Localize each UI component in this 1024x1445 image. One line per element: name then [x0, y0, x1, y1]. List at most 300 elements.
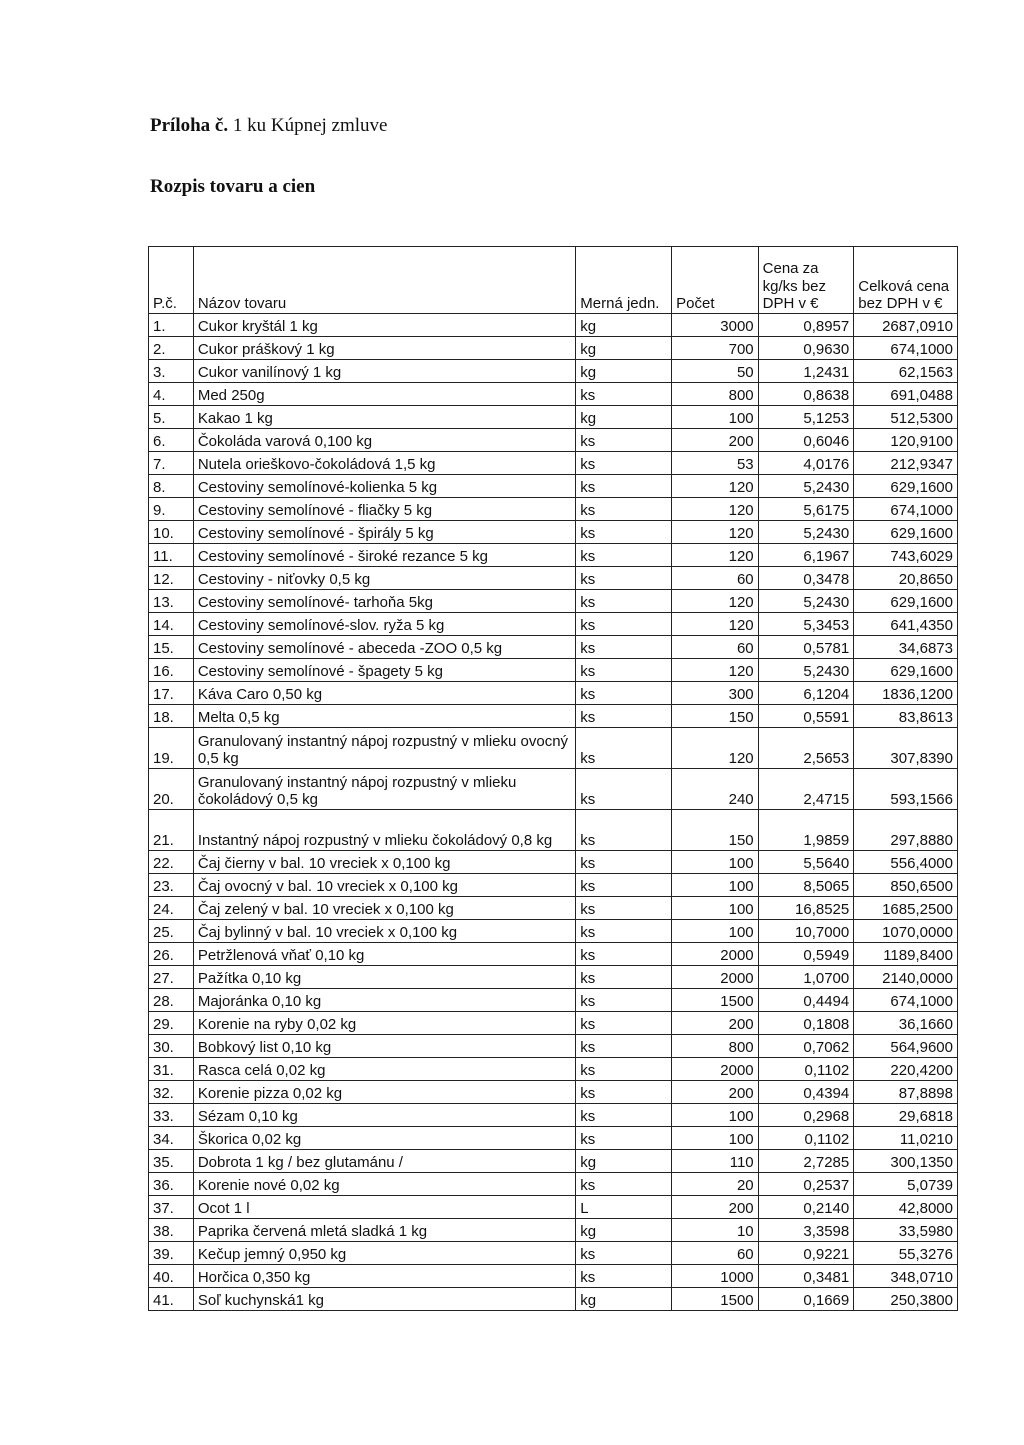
unit-price: 5,2430: [758, 521, 854, 544]
item-name: Nutela orieškovo-čokoládová 1,5 kg: [193, 452, 575, 475]
unit: ks: [576, 810, 672, 851]
row-number: 38.: [149, 1219, 194, 1242]
unit: ks: [576, 544, 672, 567]
unit-price: 5,6175: [758, 498, 854, 521]
row-number: 40.: [149, 1265, 194, 1288]
total-price: 743,6029: [854, 544, 958, 567]
table-row: [149, 810, 958, 851]
table-row: [149, 383, 958, 406]
count: 100: [672, 1104, 759, 1127]
count: 2000: [672, 1058, 759, 1081]
unit: ks: [576, 874, 672, 897]
item-name: Čaj ovocný v bal. 10 vreciek x 0,100 kg: [193, 874, 575, 897]
item-name: Granulovaný instantný nápoj rozpustný v mlieku čokoládový 0,5 kg: [193, 769, 575, 810]
unit: ks: [576, 1127, 672, 1150]
total-price: 674,1000: [854, 337, 958, 360]
unit-price: 6,1967: [758, 544, 854, 567]
row-number: 11.: [149, 544, 194, 567]
item-name: Cestoviny semolínové- tarhoňa 5kg: [193, 590, 575, 613]
row-number: 27.: [149, 966, 194, 989]
count: 120: [672, 728, 759, 769]
unit-price: 0,8957: [758, 314, 854, 337]
table-row: [149, 682, 958, 705]
table-row: [149, 544, 958, 567]
row-number: 7.: [149, 452, 194, 475]
count: 2000: [672, 943, 759, 966]
row-number: 2.: [149, 337, 194, 360]
item-name: Bobkový list 0,10 kg: [193, 1035, 575, 1058]
unit-price: 5,2430: [758, 659, 854, 682]
item-name: Cestoviny semolínové - špirály 5 kg: [193, 521, 575, 544]
unit-price: 8,5065: [758, 874, 854, 897]
row-number: 6.: [149, 429, 194, 452]
unit: ks: [576, 613, 672, 636]
count: 120: [672, 590, 759, 613]
total-price: 62,1563: [854, 360, 958, 383]
table-row: [149, 1288, 958, 1311]
table-row: [149, 475, 958, 498]
item-name: Čokoláda varová 0,100 kg: [193, 429, 575, 452]
unit-price: 16,8525: [758, 897, 854, 920]
count: 10: [672, 1219, 759, 1242]
count: 120: [672, 613, 759, 636]
row-number: 32.: [149, 1081, 194, 1104]
count: 120: [672, 544, 759, 567]
total-price: 212,9347: [854, 452, 958, 475]
total-price: 348,0710: [854, 1265, 958, 1288]
total-price: 33,5980: [854, 1219, 958, 1242]
row-number: 36.: [149, 1173, 194, 1196]
row-number: 39.: [149, 1242, 194, 1265]
total-price: 42,8000: [854, 1196, 958, 1219]
total-price: 629,1600: [854, 475, 958, 498]
table-row: [149, 1173, 958, 1196]
count: 1500: [672, 1288, 759, 1311]
table-row: [149, 728, 958, 769]
row-number: 30.: [149, 1035, 194, 1058]
table-row: [149, 1012, 958, 1035]
count: 100: [672, 897, 759, 920]
unit: kg: [576, 1150, 672, 1173]
table-row: [149, 360, 958, 383]
count: 60: [672, 636, 759, 659]
unit: L: [576, 1196, 672, 1219]
total-price: 250,3800: [854, 1288, 958, 1311]
count: 200: [672, 429, 759, 452]
total-price: 120,9100: [854, 429, 958, 452]
item-name: Cestoviny semolínové - špagety 5 kg: [193, 659, 575, 682]
count: 100: [672, 1127, 759, 1150]
table-row: [149, 498, 958, 521]
table-row: [149, 406, 958, 429]
total-price: 629,1600: [854, 521, 958, 544]
item-name: Majoránka 0,10 kg: [193, 989, 575, 1012]
unit: ks: [576, 429, 672, 452]
total-price: 34,6873: [854, 636, 958, 659]
row-number: 16.: [149, 659, 194, 682]
unit-price: 0,8638: [758, 383, 854, 406]
item-name: Melta 0,5 kg: [193, 705, 575, 728]
unit-price: 1,9859: [758, 810, 854, 851]
row-number: 37.: [149, 1196, 194, 1219]
table-row: [149, 920, 958, 943]
header-unit: Merná jedn.: [576, 247, 672, 314]
unit-price: 0,2968: [758, 1104, 854, 1127]
table-row: [149, 337, 958, 360]
total-price: 1836,1200: [854, 682, 958, 705]
total-price: 83,8613: [854, 705, 958, 728]
item-name: Dobrota 1 kg / bez glutamánu /: [193, 1150, 575, 1173]
unit: ks: [576, 705, 672, 728]
item-name: Paprika červená mletá sladká 1 kg: [193, 1219, 575, 1242]
row-number: 5.: [149, 406, 194, 429]
row-number: 29.: [149, 1012, 194, 1035]
item-name: Cestoviny - niťovky 0,5 kg: [193, 567, 575, 590]
item-name: Granulovaný instantný nápoj rozpustný v mlieku ovocný 0,5 kg: [193, 728, 575, 769]
total-price: 674,1000: [854, 989, 958, 1012]
total-price: 11,0210: [854, 1127, 958, 1150]
title-bold-part: Príloha č.: [150, 115, 229, 136]
table-row: [149, 1265, 958, 1288]
unit-price: 5,2430: [758, 590, 854, 613]
table-row: [149, 1127, 958, 1150]
item-name: Cestoviny semolínové - fliačky 5 kg: [193, 498, 575, 521]
item-name: Horčica 0,350 kg: [193, 1265, 575, 1288]
unit-price: 0,5781: [758, 636, 854, 659]
unit-price: 0,4394: [758, 1081, 854, 1104]
unit: ks: [576, 897, 672, 920]
item-name: Rasca celá 0,02 kg: [193, 1058, 575, 1081]
unit-price: 5,2430: [758, 475, 854, 498]
count: 700: [672, 337, 759, 360]
count: 120: [672, 521, 759, 544]
unit: ks: [576, 383, 672, 406]
count: 200: [672, 1196, 759, 1219]
total-price: 1685,2500: [854, 897, 958, 920]
count: 120: [672, 475, 759, 498]
unit-price: 0,1669: [758, 1288, 854, 1311]
row-number: 28.: [149, 989, 194, 1012]
unit: kg: [576, 314, 672, 337]
unit: ks: [576, 851, 672, 874]
unit: ks: [576, 1104, 672, 1127]
count: 2000: [672, 966, 759, 989]
unit: ks: [576, 521, 672, 544]
total-price: 641,4350: [854, 613, 958, 636]
total-price: 220,4200: [854, 1058, 958, 1081]
unit-price: 0,1808: [758, 1012, 854, 1035]
total-price: 564,9600: [854, 1035, 958, 1058]
table-row: [149, 1219, 958, 1242]
row-number: 41.: [149, 1288, 194, 1311]
header-total-price: Celková cena bez DPH v €: [854, 247, 958, 314]
unit-price: 0,6046: [758, 429, 854, 452]
table-row: [149, 590, 958, 613]
title-rest: 1 ku Kúpnej zmluve: [232, 115, 388, 136]
row-number: 25.: [149, 920, 194, 943]
count: 60: [672, 1242, 759, 1265]
total-price: 297,8880: [854, 810, 958, 851]
table-row: [149, 989, 958, 1012]
total-price: 691,0488: [854, 383, 958, 406]
unit-price: 3,3598: [758, 1219, 854, 1242]
item-name: Čaj čierny v bal. 10 vreciek x 0,100 kg: [193, 851, 575, 874]
unit: ks: [576, 475, 672, 498]
table-row: [149, 1035, 958, 1058]
unit: ks: [576, 1081, 672, 1104]
unit-price: 0,1102: [758, 1058, 854, 1081]
unit: ks: [576, 1242, 672, 1265]
count: 53: [672, 452, 759, 475]
row-number: 10.: [149, 521, 194, 544]
count: 300: [672, 682, 759, 705]
header-count: Počet: [672, 247, 759, 314]
table-row: [149, 943, 958, 966]
total-price: 1070,0000: [854, 920, 958, 943]
unit-price: 5,1253: [758, 406, 854, 429]
unit-price: 1,0700: [758, 966, 854, 989]
unit: ks: [576, 1265, 672, 1288]
item-name: Korenie nové 0,02 kg: [193, 1173, 575, 1196]
table-row: [149, 874, 958, 897]
unit-price: 1,2431: [758, 360, 854, 383]
table-row: [149, 1104, 958, 1127]
unit: ks: [576, 452, 672, 475]
item-name: Instantný nápoj rozpustný v mlieku čokoládový 0,8 kg: [193, 810, 575, 851]
unit: ks: [576, 989, 672, 1012]
item-name: Cukor vanilínový 1 kg: [193, 360, 575, 383]
unit: ks: [576, 590, 672, 613]
total-price: 629,1600: [854, 659, 958, 682]
total-price: 29,6818: [854, 1104, 958, 1127]
row-number: 22.: [149, 851, 194, 874]
unit: kg: [576, 1288, 672, 1311]
row-number: 34.: [149, 1127, 194, 1150]
unit-price: 0,9221: [758, 1242, 854, 1265]
unit: ks: [576, 1173, 672, 1196]
total-price: 556,4000: [854, 851, 958, 874]
unit-price: 0,7062: [758, 1035, 854, 1058]
total-price: 300,1350: [854, 1150, 958, 1173]
document-subtitle: Rozpis tovaru a cien: [150, 176, 316, 197]
count: 100: [672, 920, 759, 943]
unit-price: 0,3481: [758, 1265, 854, 1288]
item-name: Soľ kuchynská1 kg: [193, 1288, 575, 1311]
unit: ks: [576, 567, 672, 590]
unit-price: 0,2537: [758, 1173, 854, 1196]
row-number: 20.: [149, 769, 194, 810]
table-header-row: [149, 247, 958, 314]
table-row: [149, 705, 958, 728]
table-row: [149, 521, 958, 544]
count: 100: [672, 851, 759, 874]
table-row: [149, 897, 958, 920]
table-row: [149, 769, 958, 810]
table-row: [149, 1058, 958, 1081]
count: 3000: [672, 314, 759, 337]
count: 60: [672, 567, 759, 590]
unit-price: 5,5640: [758, 851, 854, 874]
row-number: 9.: [149, 498, 194, 521]
table-row: [149, 636, 958, 659]
price-table: [148, 246, 958, 1311]
count: 800: [672, 383, 759, 406]
table-row: [149, 1081, 958, 1104]
count: 150: [672, 810, 759, 851]
row-number: 14.: [149, 613, 194, 636]
item-name: Káva Caro 0,50 kg: [193, 682, 575, 705]
total-price: 629,1600: [854, 590, 958, 613]
unit: kg: [576, 1219, 672, 1242]
total-price: 2140,0000: [854, 966, 958, 989]
unit-price: 2,5653: [758, 728, 854, 769]
header-unit-price: Cena za kg/ks bez DPH v €: [758, 247, 854, 314]
unit-price: 4,0176: [758, 452, 854, 475]
table-row: [149, 1242, 958, 1265]
item-name: Kakao 1 kg: [193, 406, 575, 429]
unit: ks: [576, 636, 672, 659]
count: 100: [672, 406, 759, 429]
row-number: 23.: [149, 874, 194, 897]
unit-price: 6,1204: [758, 682, 854, 705]
item-name: Cukor kryštál 1 kg: [193, 314, 575, 337]
unit: ks: [576, 498, 672, 521]
total-price: 87,8898: [854, 1081, 958, 1104]
unit-price: 0,3478: [758, 567, 854, 590]
total-price: 2687,0910: [854, 314, 958, 337]
item-name: Škorica 0,02 kg: [193, 1127, 575, 1150]
unit: ks: [576, 920, 672, 943]
count: 150: [672, 705, 759, 728]
row-number: 13.: [149, 590, 194, 613]
row-number: 35.: [149, 1150, 194, 1173]
total-price: 1189,8400: [854, 943, 958, 966]
item-name: Kečup jemný 0,950 kg: [193, 1242, 575, 1265]
item-name: Med 250g: [193, 383, 575, 406]
item-name: Cestoviny semolínové-slov. ryža 5 kg: [193, 613, 575, 636]
table-row: [149, 851, 958, 874]
row-number: 24.: [149, 897, 194, 920]
row-number: 17.: [149, 682, 194, 705]
document-title: [150, 115, 387, 137]
unit: kg: [576, 337, 672, 360]
unit: kg: [576, 360, 672, 383]
row-number: 1.: [149, 314, 194, 337]
table-row: [149, 567, 958, 590]
table-row: [149, 1150, 958, 1173]
item-name: Čaj bylinný v bal. 10 vreciek x 0,100 kg: [193, 920, 575, 943]
count: 800: [672, 1035, 759, 1058]
unit-price: 0,4494: [758, 989, 854, 1012]
table-row: [149, 429, 958, 452]
count: 120: [672, 498, 759, 521]
unit: ks: [576, 1012, 672, 1035]
item-name: Sézam 0,10 kg: [193, 1104, 575, 1127]
row-number: 15.: [149, 636, 194, 659]
count: 200: [672, 1081, 759, 1104]
row-number: 21.: [149, 810, 194, 851]
total-price: 593,1566: [854, 769, 958, 810]
unit: ks: [576, 769, 672, 810]
total-price: 307,8390: [854, 728, 958, 769]
table-row: [149, 613, 958, 636]
total-price: 512,5300: [854, 406, 958, 429]
unit: ks: [576, 682, 672, 705]
row-number: 26.: [149, 943, 194, 966]
row-number: 3.: [149, 360, 194, 383]
item-name: Ocot 1 l: [193, 1196, 575, 1219]
unit-price: 0,1102: [758, 1127, 854, 1150]
count: 100: [672, 874, 759, 897]
unit: ks: [576, 943, 672, 966]
table-row: [149, 452, 958, 475]
count: 110: [672, 1150, 759, 1173]
table-row: [149, 1196, 958, 1219]
row-number: 31.: [149, 1058, 194, 1081]
unit: ks: [576, 1035, 672, 1058]
unit-price: 5,3453: [758, 613, 854, 636]
row-number: 18.: [149, 705, 194, 728]
item-name: Cestoviny semolínové - abeceda -ZOO 0,5 kg: [193, 636, 575, 659]
count: 200: [672, 1012, 759, 1035]
table-row: [149, 966, 958, 989]
row-number: 33.: [149, 1104, 194, 1127]
item-name: Cestoviny semolínové-kolienka 5 kg: [193, 475, 575, 498]
table-row: [149, 659, 958, 682]
item-name: Korenie na ryby 0,02 kg: [193, 1012, 575, 1035]
count: 240: [672, 769, 759, 810]
unit-price: 0,5591: [758, 705, 854, 728]
total-price: 55,3276: [854, 1242, 958, 1265]
unit: ks: [576, 1058, 672, 1081]
count: 50: [672, 360, 759, 383]
unit-price: 10,7000: [758, 920, 854, 943]
count: 20: [672, 1173, 759, 1196]
unit: ks: [576, 966, 672, 989]
row-number: 8.: [149, 475, 194, 498]
count: 120: [672, 659, 759, 682]
total-price: 850,6500: [854, 874, 958, 897]
total-price: 674,1000: [854, 498, 958, 521]
row-number: 19.: [149, 728, 194, 769]
unit-price: 0,5949: [758, 943, 854, 966]
unit: ks: [576, 659, 672, 682]
row-number: 12.: [149, 567, 194, 590]
total-price: 36,1660: [854, 1012, 958, 1035]
unit-price: 2,7285: [758, 1150, 854, 1173]
item-name: Cukor práškový 1 kg: [193, 337, 575, 360]
count: 1500: [672, 989, 759, 1012]
item-name: Čaj zelený v bal. 10 vreciek x 0,100 kg: [193, 897, 575, 920]
total-price: 5,0739: [854, 1173, 958, 1196]
row-number: 4.: [149, 383, 194, 406]
table-row: [149, 314, 958, 337]
header-name: Názov tovaru: [193, 247, 575, 314]
unit: ks: [576, 728, 672, 769]
table-body: [149, 314, 958, 1311]
total-price: 20,8650: [854, 567, 958, 590]
unit: kg: [576, 406, 672, 429]
unit-price: 0,9630: [758, 337, 854, 360]
unit-price: 0,2140: [758, 1196, 854, 1219]
item-name: Petržlenová vňať 0,10 kg: [193, 943, 575, 966]
item-name: Cestoviny semolínové - široké rezance 5 kg: [193, 544, 575, 567]
item-name: Pažítka 0,10 kg: [193, 966, 575, 989]
item-name: Korenie pizza 0,02 kg: [193, 1081, 575, 1104]
header-number: P.č.: [149, 247, 194, 314]
count: 1000: [672, 1265, 759, 1288]
unit-price: 2,4715: [758, 769, 854, 810]
